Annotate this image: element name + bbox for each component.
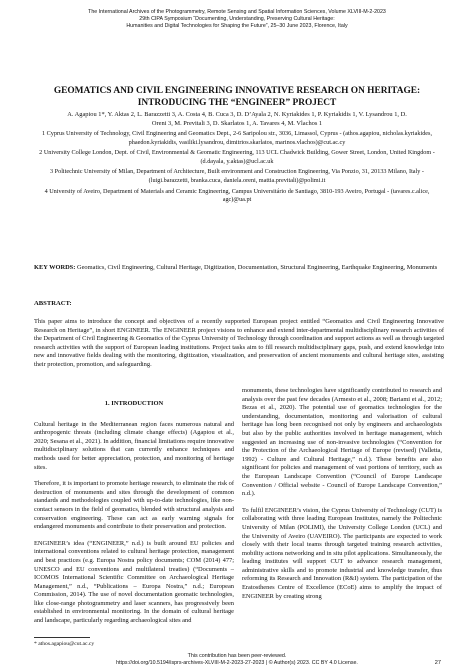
- author-list: [30, 111, 444, 128]
- title-line: GEOMATICS AND CIVIL ENGINEERING INNOVATIVE RESEARCH ON HERITAGE:: [53, 86, 421, 96]
- header-line: 29th CIPA Symposium “Documenting, Understanding, Preserving Cultural Heritage:: [139, 16, 335, 23]
- abstract-heading: ABSTRACT:: [34, 300, 72, 307]
- affiliation: 3 Politechnic University of Milan, Department of Architecture, Built environment and Construction Engineering, Via Ponzio, 31, 20133 Milano, Italy - (luigi.barazzetti, branka.cuca, daniela.oreni, mattia.previtali)@polimi.it: [50, 168, 424, 184]
- footer-line: https://doi.org/10.5194/isprs-archives-XLVIII-M-2-2023-27-2023 | © Author(s) 2023. CC BY 4.0 License.: [116, 660, 358, 667]
- abstract-text: This paper aims to introduce the concept and objectives of a recently supported European project entitled “Geomatics and Civil Engineering Innovative Research on Heritage”, in short ENGINEER. The ENGINEER project visions to enhance and extend inter-departmental multidisciplinary research activities of the Department of Civil Engineering & Geomatics of the Cyprus University of Technology through coordination and support actions as well as through targeted research activities with the support of European leading institutions. Project tasks aim to fill research multidisciplinary gaps, push, and extend knowledge into new and innovative fields dealing with the monitoring, digitization, visualization, and preservation of ancient monuments and cultural heritage sites, assisting their protection, promotion, and safeguarding.: [34, 318, 444, 368]
- affiliation: 1 Cyprus University of Technology, Civil Engineering and Geomatics Dept., 2-6 Saripolou str., 3036, Limassol, Cyprus - (athos.agapiou, nicholas.kyriakides, phaedon.kyriakidis, vasiliki.lysandrou, dimitrios.skarlatos, marinos.vlachos)@cut.ac.cy: [41, 130, 432, 146]
- header-line: The International Archives of the Photogrammetry, Remote Sensing and Spatial Information Sciences, Volume XLVIII-M-2-2023: [88, 9, 386, 15]
- author-line: A. Agapiou 1*, Y. Aktas 2, L. Barazzetti 3, A. Costa 4, B. Cuca 3, D. D’Ayala 2, N. Kyriakides 1, P. Kyriakidis 1, V. Lysandrou 1, D.: [67, 111, 407, 118]
- paragraph: To fulfil ENGINEER’s vision, the Cyprus University of Technology (CUT) is collaborating with three leading European Institutes, namely the Politechnic University of Milan (POLIMI), the University College London (UCL) and the University of Aveiro (UAVEIRO). The participants are expected to work closely with their local teams through targeted training research activities, mobility actions networking and in situ pilot applications. Simultaneously, the leading institutes will support CUT to advance research management, administrative skills and to promote industrial and knowledge transfer, thus reforming its Research and Innovation (R&I) system. The participation of the Eratosthenes Centre of Excellence (ECoE) aims to amplify the impact of ENGINEER by creating strong: [242, 506, 442, 600]
- paper-title: [24, 85, 450, 109]
- paragraph: ENGINEER’s idea (“ENGINEER,” n.d.) is built around EU policies and international conventions related to cultural heritage protection, management and best practices (e.g. Europa Nostra policy documents; COM (2014) 477; UNESCO and EU conventions and multilateral treaties) (“Documents – ICOMOS International Scientific Committee on Archaeological Heritage Management,” n.d., “Publications – Europa Nostra,” n.d.; European Commission, 2014). The use of novel documentation geomatic technologies, like close-range photogrammetry and laser scanners, has progressively been established in environmental monitoring. In the domain of cultural heritage and landscape, particularly regarding archaeological sites and: [34, 539, 234, 625]
- paragraph: Therefore, it is important to promote heritage research, to eliminate the risk of destruction of monuments and sites through the development of common standards and methodologies coupled with up-to-date technologies, like non-contact sensors in the field of geomatics, blended with structural analysis and conservation engineering. These can act as early warning signals for endangered monuments and contribute to their preservation and protection.: [34, 480, 234, 531]
- paragraph: monuments, these technologies have significantly contributed to research and analysis over the past few decades (Armesto et al., 2008; Bariami et al., 2012; Bezas et al., 2020). The potential use of geomatics technologies for the understanding, documentation, monitoring and valorisation of cultural heritage has long been recognised not only by engineers and archaeologists but also by the public authorities involved in heritage management, which suggested an increasing use of non-invasive technologies (“Convention for the Protection of the Archaeological Heritage of Europe (revised) (Valletta, 1992) - Culture and Cultural Heritage,” n.d.). These benefits are also significant for policies and management of vast portions of territory, such as the European Landscape Convention (“Council of Europe Landscape Convention / Official website - Council of Europe Landscape Convention,” n.d.).: [242, 387, 442, 498]
- running-header: [24, 9, 450, 31]
- keywords: [34, 264, 444, 273]
- header-line: Humanities and Digital Technologies for Shaping the Future”, 25–30 June 2023, Florence, Italy: [126, 23, 348, 30]
- footnote-rule: [34, 637, 90, 638]
- left-column: [34, 400, 234, 634]
- affiliation: 4 University of Aveiro, Department of Materials and Ceramic Engineering, Campus Universitário de Santiago, 3810-193 Aveiro, Portugal - (tavares.c.alice, agc)@ua.pt: [44, 187, 430, 204]
- footnote: * athos.agapiou@cut.ac.cy: [34, 641, 95, 647]
- author-line: Oreni 3, M. Previtali 3, D. Skarlatos 1, A. Tavares 4, M. Vlachos 1: [151, 119, 323, 127]
- footer-line: This contribution has been peer-reviewed.: [187, 653, 287, 659]
- paragraph: Cultural heritage in the Mediterranean region faces numerous natural and anthropogenic threats (including climate change effects) (Agapiou et al., 2020; Sesana et al., 2021). In addition, financial limitations require innovative multidisciplinary solutions that can currently enhance techniques and methods used for better appreciation, protection, and monitoring of heritage sites.: [34, 420, 234, 471]
- section-heading: 1. INTRODUCTION: [104, 400, 164, 407]
- right-column: [242, 387, 442, 609]
- title-line: INTRODUCING THE “ENGINEER” PROJECT: [137, 98, 337, 108]
- affiliation: 2 University College London, Dept. of Civil, Environmental & Geomatic Engineering, 113 UCL Chadwick Building, Gower Street, London, United Kingdom - (d.dayala, y.aktas)@ucl.ac.uk: [39, 149, 435, 165]
- affiliations: [34, 130, 440, 207]
- page-number: 27: [434, 660, 441, 666]
- keywords-label: KEY WORDS:: [34, 264, 76, 271]
- keywords-text: Geomatics, Civil Engineering, Cultural Heritage, Digitization, Documentation, Structural Engineering, Earthquake Engineering, Monuments: [76, 264, 438, 271]
- running-footer: [24, 653, 450, 667]
